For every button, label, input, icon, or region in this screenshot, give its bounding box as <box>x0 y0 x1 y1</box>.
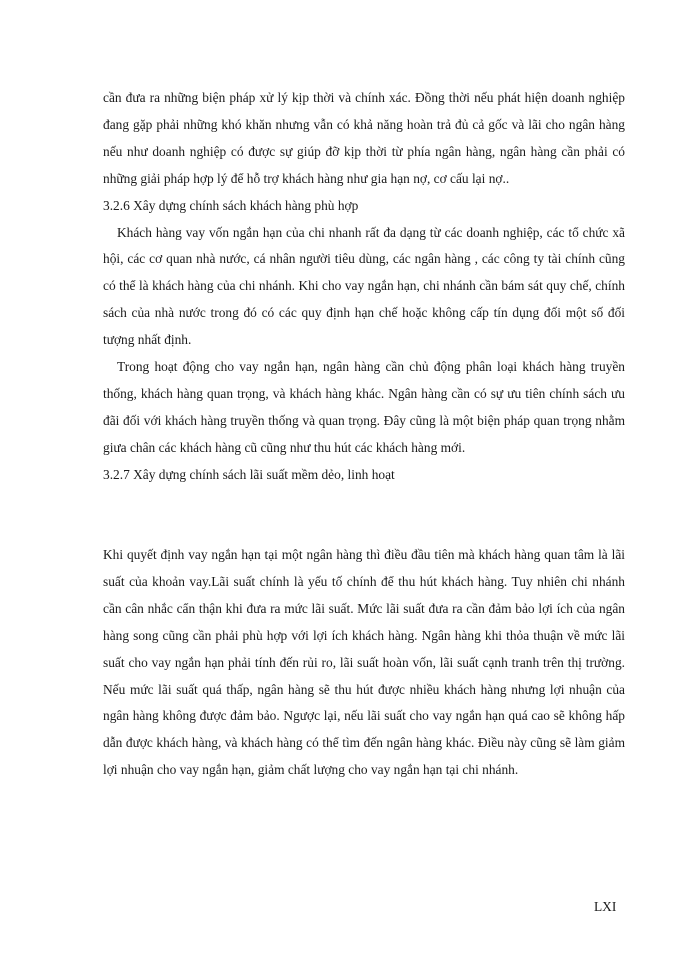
paragraph-interest-rate: Khi quyết định vay ngắn hạn tại một ngân hàng thì điều đầu tiên mà khách hàng quan tâm là lãi suất của khoản vay.Lãi suất chính là yếu tố chính để thu hút khách hàng. Tuy nhiên chi nhánh cần cân nhắc cẩn thận khi đưa ra mức lãi suất. Mức lãi suất đưa ra cần đảm bảo lợi ích của ngân hàng song cũng cần phải phù hợp với lợi ích khách hàng. Ngân hàng khi thỏa thuận về mức lãi suất cho vay ngắn hạn phải tính đến rủi ro, lãi suất hoàn vốn, lãi suất cạnh tranh trên thị trường. Nếu mức lãi suất quá thấp, ngân hàng sẽ thu hút được nhiều khách hàng nhưng lợi nhuận của ngân hàng không được đảm bảo. Ngược lại, nếu lãi suất cho vay ngắn hạn quá cao sẽ không hấp dẫn được khách hàng, và khách hàng có thể tìm đến ngân hàng khác. Điều này cũng sẽ làm giảm lợi nhuận cho vay ngắn hạn, giảm chất lượng cho vay ngắn hạn tại chi nhánh. <box>103 547 625 778</box>
section-heading-3-2-6: 3.2.6 Xây dựng chính sách khách hàng phù hợp <box>103 197 359 213</box>
page-number: LXI <box>594 899 617 914</box>
text-block-upper <box>103 85 625 489</box>
text-block-lower <box>103 542 625 784</box>
paragraph-continuation: cần đưa ra những biện pháp xử lý kịp thời và chính xác. Đồng thời nếu phát hiện doanh nghiệp đang gặp phải những khó khăn nhưng vẫn có khả năng hoàn trả đủ cả gốc và lãi cho ngân hàng nếu như doanh nghiệp có được sự giúp đỡ kịp thời từ phía ngân hàng, ngân hàng cần phải có những giải pháp hợp lý để hỗ trợ khách hàng như gia hạn nợ, cơ cấu lại nợ.. <box>103 90 625 186</box>
section-heading-3-2-7: 3.2.7 Xây dựng chính sách lãi suất mềm dẻo, linh hoạt <box>103 466 395 482</box>
paragraph-customer-diversity: Khách hàng vay vốn ngắn hạn của chi nhanh rất đa dạng từ các doanh nghiệp, các tổ chức xã hội, các cơ quan nhà nước, cá nhân người tiêu dùng, các ngân hàng , các công ty tài chính cũng có thể là khách hàng của chi nhánh. Khi cho vay ngắn hạn, chi nhánh cần bám sát quy chế, chính sách của nhà nước trong đó có các quy định hạn chế hoặc không cấp tín dụng đối một số đối tượng nhất định. <box>103 224 625 348</box>
paragraph-customer-classification: Trong hoạt động cho vay ngắn hạn, ngân hàng cần chủ động phân loại khách hàng truyền thống, khách hàng quan trọng, và khách hàng khác. Ngân hàng cần có sự ưu tiên chính sách ưu đãi đối với khách hàng truyền thống và quan trọng. Đây cũng là một biện pháp quan trọng nhằm giưa chân các khách hàng cũ cũng như thu hút các khách hàng mới. <box>103 359 625 455</box>
